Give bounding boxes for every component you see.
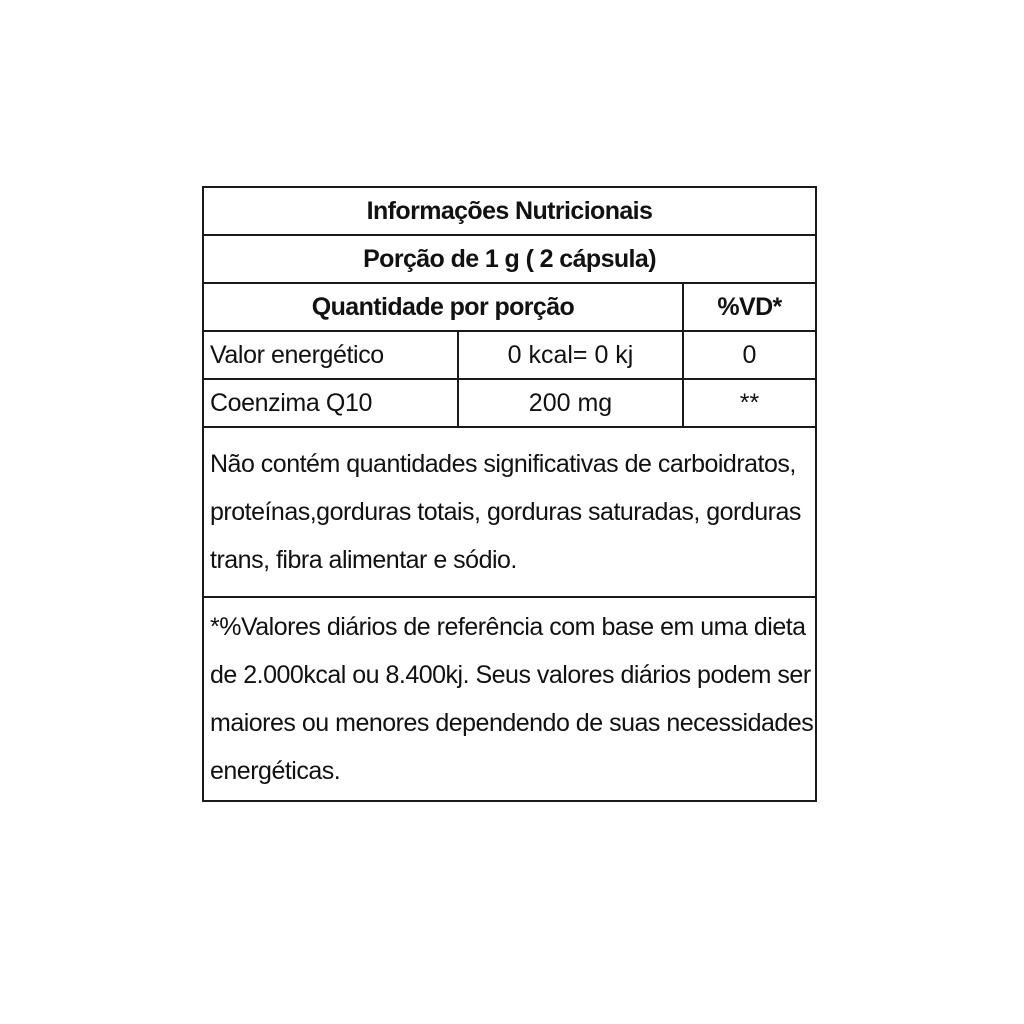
quantity-header: Quantidade por porção [203, 283, 683, 331]
portion-row [203, 235, 816, 283]
daily-values-note [203, 597, 816, 801]
vd-header: %VD* [683, 283, 816, 331]
nutrition-facts-table [202, 186, 817, 802]
note-line: energéticas. [210, 757, 341, 785]
portion-size: Porção de 1 g ( 2 cápsula) [203, 235, 816, 283]
note-line: de 2.000kcal ou 8.400kj. Seus valores diários podem ser [210, 661, 811, 689]
nutrient-amount: 0 kcal= 0 kj [458, 331, 683, 379]
daily-values-note-row [203, 597, 816, 801]
note-line: maiores ou menores dependendo de suas necessidades [210, 709, 814, 737]
note-line: trans, fibra alimentar e sódio. [210, 546, 517, 574]
table-title: Informações Nutricionais [203, 187, 816, 235]
not-contains-note [203, 427, 816, 597]
title-row [203, 187, 816, 235]
not-contains-note-row [203, 427, 816, 597]
note-line: proteínas,gorduras totais, gorduras saturadas, gorduras [210, 498, 801, 526]
nutrient-vd: 0 [683, 331, 816, 379]
column-header-row [203, 283, 816, 331]
table-row [203, 331, 816, 379]
note-line: Não contém quantidades significativas de carboidratos, [210, 450, 796, 478]
nutrient-name: Coenzima Q10 [203, 379, 458, 427]
table-row [203, 379, 816, 427]
nutrient-amount: 200 mg [458, 379, 683, 427]
note-line: *%Valores diários de referência com base em uma dieta [210, 613, 806, 641]
nutrient-vd: ** [683, 379, 816, 427]
nutrient-name: Valor energético [203, 331, 458, 379]
